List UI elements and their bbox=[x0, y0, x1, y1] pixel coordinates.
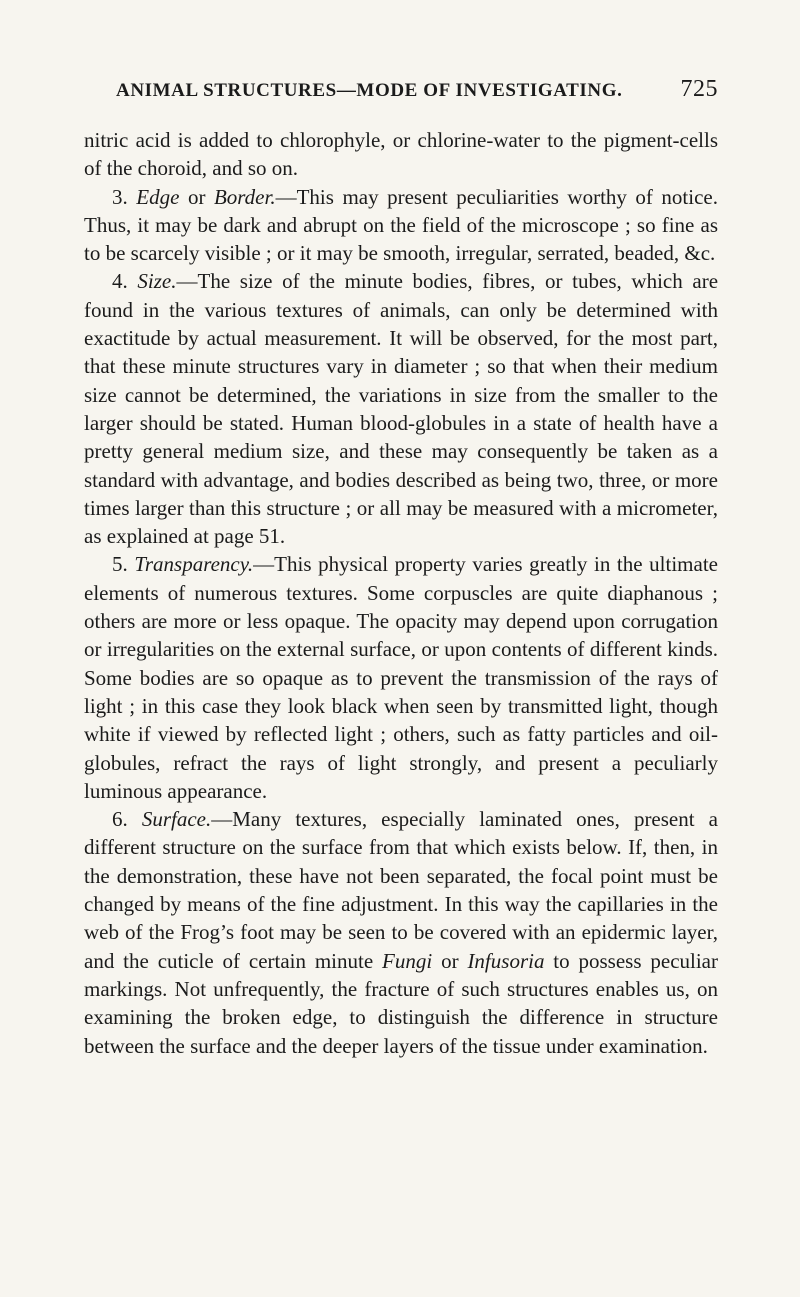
text-segment: or bbox=[432, 948, 468, 973]
italic-term: Fungi bbox=[382, 948, 433, 973]
body-text bbox=[84, 126, 718, 1060]
section-number: 4. bbox=[112, 269, 138, 294]
italic-term: Border. bbox=[213, 184, 276, 209]
italic-term: Size. bbox=[137, 269, 177, 294]
text-segment: nitric acid is added to chlorophyle, or chlorine-water to the pigment-cells of the choroid, and so on. bbox=[84, 128, 718, 181]
italic-term: Infusoria bbox=[467, 948, 545, 973]
text-segment: —This may present peculiarities worthy of notice. Thus, it may be dark and abrupt on the field of the microscope ; so fine as to be scarcely visible ; or it may be smooth, irregular, serrated, beaded, &c. bbox=[84, 184, 718, 266]
section-number: 6. bbox=[112, 807, 142, 832]
italic-term: Transparency. bbox=[134, 552, 254, 577]
section-number: 5. bbox=[112, 552, 135, 577]
page-number: 725 bbox=[680, 76, 718, 102]
paragraph-continuation bbox=[84, 126, 718, 183]
text-segment: or bbox=[179, 184, 214, 209]
italic-term: Edge bbox=[136, 184, 180, 209]
text-segment: to possess peculiar markings. Not unfrequently, the fracture of such structures enables us, on examining the broken edge, to distinguish the difference in structure between the surface and the deeper layers of the tissue under examination. bbox=[84, 948, 718, 1058]
italic-term: Surface. bbox=[141, 807, 212, 832]
text-segment: —Many textures, especially laminated ones, present a different structure on the surface from that which exists below. If, then, in the demonstration, these have not been separated, the focal point must be changed by means of the fine adjustment. In this way the capillaries in the web of the Frog’s foot may be seen to be covered with an epidermic layer, and the cuticle of certain minute bbox=[84, 807, 718, 973]
text-segment: —This physical property varies greatly in the ultimate elements of numerous textures. Some corpuscles are quite diaphanous ; others are more or less opaque. The opacity may depend upon corrugation or irregularities on the external surface, or upon contents of different kinds. Some bodies are so opaque as to prevent the transmission of the rays of light ; in this case they look black when seen by transmitted light, though white if viewed by reflected light ; others, such as fatty particles and oil-globules, refract the rays of light strongly, and present a peculiarly luminous appearance. bbox=[84, 552, 718, 803]
section-number: 3. bbox=[112, 184, 137, 209]
paragraph-edge-or-border bbox=[84, 183, 718, 268]
paragraph-transparency bbox=[84, 550, 718, 805]
paragraph-surface bbox=[84, 805, 718, 1060]
running-head bbox=[84, 76, 718, 114]
paragraph-size bbox=[84, 267, 718, 550]
text-segment: —The size of the minute bodies, fibres, or tubes, which are found in the various textures of animals, can only be determined with exactitude by actual measurement. It will be observed, for the most part, that these minute structures vary in diameter ; so that when their medium size cannot be determined, the variations in size from the smaller to the larger should be stated. Human blood-globules in a state of health have a pretty general medium size, and these may consequently be taken as a standard with advantage, and bodies described as being two, three, or more times larger than this structure ; or all may be measured with a micrometer, as explained at page 51. bbox=[84, 269, 719, 549]
running-title: ANIMAL STRUCTURES—MODE OF INVESTIGATING. bbox=[116, 80, 623, 101]
